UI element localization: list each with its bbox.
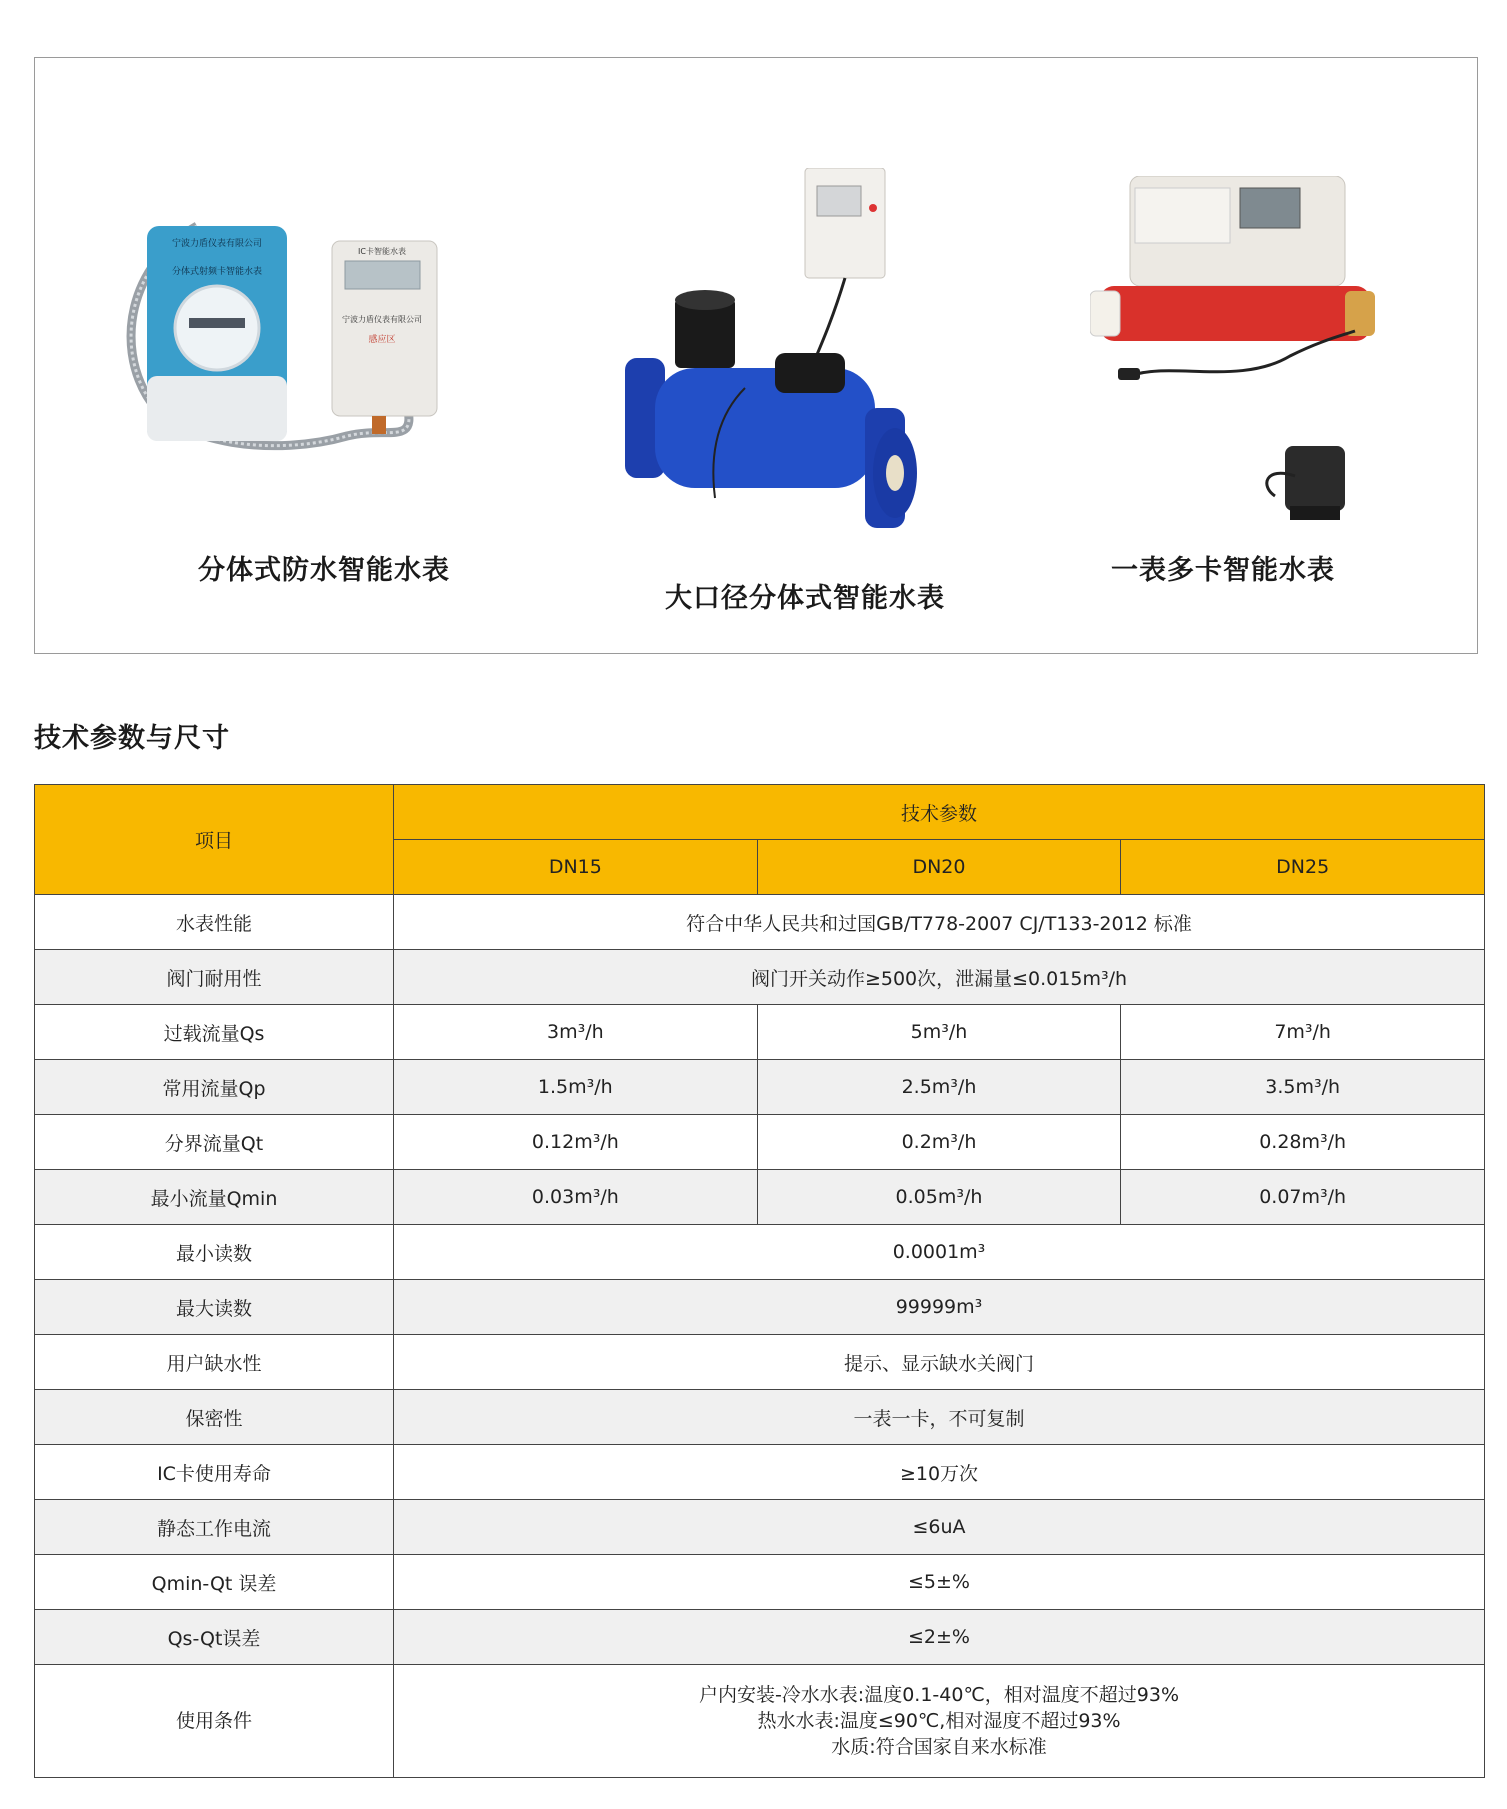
row-value-dn25: 0.07m³/h (1121, 1170, 1485, 1225)
row-label: 阀门耐用性 (35, 950, 394, 1005)
row-value: 符合中华人民共和过国GB/T778-2007 CJ/T133-2012 标准 (394, 895, 1485, 950)
row-label: Qs-Qt误差 (35, 1610, 394, 1665)
table-row (35, 1280, 1485, 1335)
section-title: 技术参数与尺寸 (34, 723, 230, 754)
product-caption-split-waterproof: 分体式防水智能水表 (198, 555, 450, 586)
meter-model-text: 分体式射频卡智能水表 (171, 267, 263, 277)
row-value: ≥10万次 (394, 1445, 1485, 1500)
table-row (35, 1390, 1485, 1445)
row-label: 使用条件 (35, 1665, 394, 1778)
ic-brand-text: 宁波力盾仪表有限公司 (342, 315, 422, 324)
table-row (35, 895, 1485, 950)
row-value-dn20: 5m³/h (757, 1005, 1121, 1060)
table-row (35, 950, 1485, 1005)
row-value: 0.0001m³ (394, 1225, 1485, 1280)
meter-brand-text: 宁波力盾仪表有限公司 (171, 239, 263, 249)
table-row (35, 1060, 1485, 1115)
product-caption-multi-card: 一表多卡智能水表 (1111, 555, 1335, 586)
condition-line: 热水水表:温度≤90℃,相对湿度不超过93% (757, 1710, 1121, 1732)
row-value-dn20: 0.2m³/h (757, 1115, 1121, 1170)
row-value-conditions (394, 1665, 1485, 1778)
row-value: 99999m³ (394, 1280, 1485, 1335)
row-value-dn25: 0.28m³/h (1121, 1115, 1485, 1170)
row-label: 静态工作电流 (35, 1500, 394, 1555)
row-label: 分界流量Qt (35, 1115, 394, 1170)
table-row (35, 1335, 1485, 1390)
row-value: 阀门开关动作≥500次，泄漏量≤0.015m³/h (394, 950, 1485, 1005)
table-row (35, 1005, 1485, 1060)
product-showcase (34, 57, 1478, 654)
ic-label-text: IC卡智能水表 (358, 247, 406, 256)
split-waterproof-meter-image (117, 206, 457, 496)
table-row (35, 1665, 1485, 1778)
table-row (35, 1555, 1485, 1610)
product-caption-large-diameter: 大口径分体式智能水表 (665, 583, 945, 614)
row-label: Qmin-Qt 误差 (35, 1555, 394, 1610)
row-value: ≤5±% (394, 1555, 1485, 1610)
row-value-dn25: 7m³/h (1121, 1005, 1485, 1060)
header-params: 技术参数 (394, 785, 1485, 840)
header-dn25: DN25 (1121, 840, 1485, 895)
row-value-dn25: 3.5m³/h (1121, 1060, 1485, 1115)
row-value-dn20: 2.5m³/h (757, 1060, 1121, 1115)
row-value-dn15: 0.12m³/h (394, 1115, 758, 1170)
table-row (35, 1170, 1485, 1225)
row-value: ≤6uA (394, 1500, 1485, 1555)
large-diameter-meter-image (615, 168, 955, 548)
row-value-dn15: 0.03m³/h (394, 1170, 758, 1225)
row-value: 一表一卡，不可复制 (394, 1390, 1485, 1445)
row-label: 过载流量Qs (35, 1005, 394, 1060)
row-value-dn15: 1.5m³/h (394, 1060, 758, 1115)
row-label: 常用流量Qp (35, 1060, 394, 1115)
row-label: 用户缺水性 (35, 1335, 394, 1390)
header-item: 项目 (35, 785, 394, 895)
sensor-zone-text: 感应区 (368, 335, 396, 345)
row-value-dn15: 3m³/h (394, 1005, 758, 1060)
row-label: 水表性能 (35, 895, 394, 950)
row-label: 最小流量Qmin (35, 1170, 394, 1225)
header-dn15: DN15 (394, 840, 758, 895)
table-row (35, 1115, 1485, 1170)
row-value: ≤2±% (394, 1610, 1485, 1665)
multi-card-meter-image (1090, 176, 1390, 546)
condition-line: 水质:符合国家自来水标准 (831, 1736, 1047, 1758)
row-label: 最小读数 (35, 1225, 394, 1280)
condition-line: 户内安装-冷水水表:温度0.1-40℃，相对温度不超过93% (698, 1684, 1180, 1706)
header-dn20: DN20 (757, 840, 1121, 895)
table-row (35, 1445, 1485, 1500)
row-label: 保密性 (35, 1390, 394, 1445)
spec-table (34, 784, 1485, 1778)
table-row (35, 1225, 1485, 1280)
row-value: 提示、显示缺水关阀门 (394, 1335, 1485, 1390)
table-row (35, 1500, 1485, 1555)
row-value-dn20: 0.05m³/h (757, 1170, 1121, 1225)
row-label: IC卡使用寿命 (35, 1445, 394, 1500)
row-label: 最大读数 (35, 1280, 394, 1335)
table-row (35, 1610, 1485, 1665)
